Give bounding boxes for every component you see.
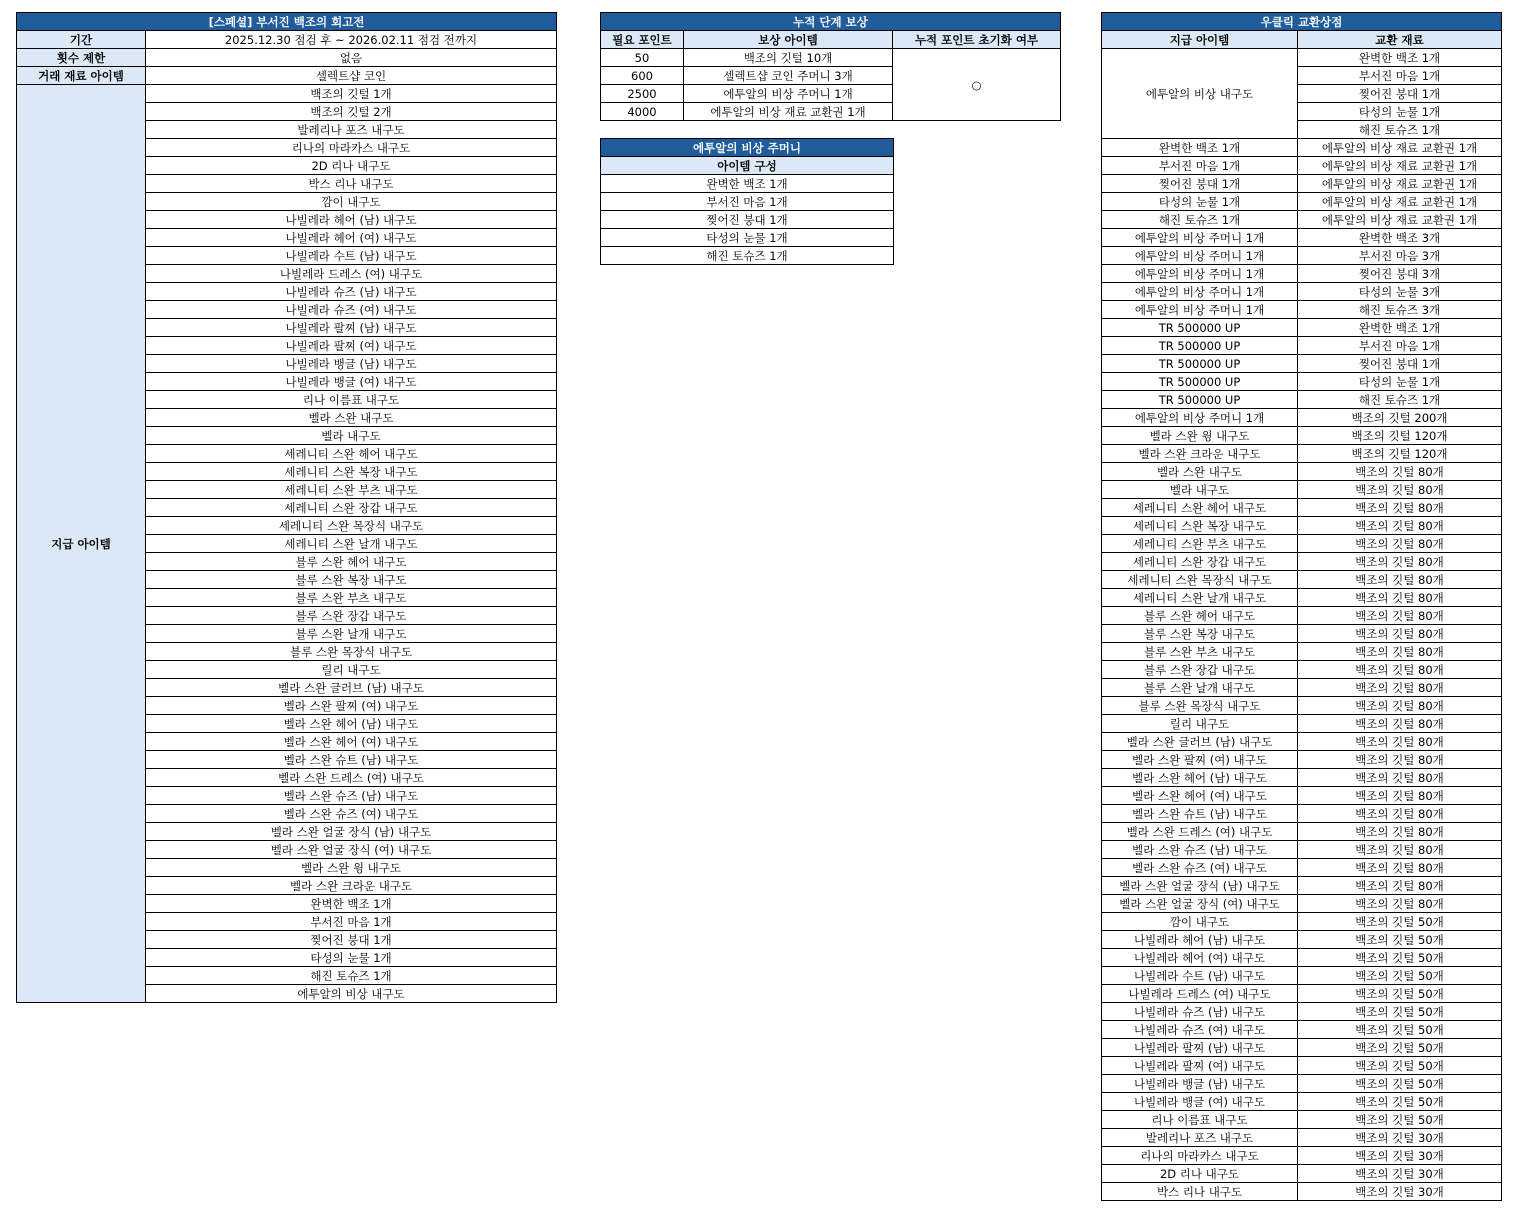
exchange-given-item: 벨라 내구도 (1102, 481, 1298, 499)
exchange-material: 백조의 깃털 200개 (1298, 409, 1502, 427)
table-row (1102, 769, 1502, 787)
given-item: 나빌레라 팔찌 (남) 내구도 (146, 319, 557, 337)
table-row (1102, 1183, 1502, 1201)
table-row (1102, 715, 1502, 733)
table-row (1102, 427, 1502, 445)
given-item: 발레리나 포즈 내구도 (146, 121, 557, 139)
pouch-table (600, 138, 894, 265)
exchange-material: 백조의 깃털 80개 (1298, 697, 1502, 715)
table-row (1102, 697, 1502, 715)
given-item: 나빌레라 뱅글 (남) 내구도 (146, 355, 557, 373)
exchange-given-item: TR 500000 UP (1102, 319, 1298, 337)
given-item: 벨라 내구도 (146, 427, 557, 445)
table-row (1102, 805, 1502, 823)
exchange-material: 백조의 깃털 50개 (1298, 1021, 1502, 1039)
exchange-given-item: 리나의 마라카스 내구도 (1102, 1147, 1298, 1165)
table-row (1102, 661, 1502, 679)
exchange-given-item: 릴리 내구도 (1102, 715, 1298, 733)
given-item: 벨라 스완 드레스 (여) 내구도 (146, 769, 557, 787)
exchange-material: 해진 토슈즈 1개 (1298, 391, 1502, 409)
exchange-given-item: 나빌레라 팔찌 (남) 내구도 (1102, 1039, 1298, 1057)
given-item: 리나 이름표 내구도 (146, 391, 557, 409)
stage-rewards-title: 누적 단계 보상 (601, 13, 1061, 31)
table-row (1102, 517, 1502, 535)
exchange-material: 백조의 깃털 50개 (1298, 1057, 1502, 1075)
table-row (1102, 139, 1502, 157)
required-points: 2500 (601, 85, 684, 103)
table-row (1102, 1111, 1502, 1129)
table-row (1102, 823, 1502, 841)
exchange-given-item: 에투알의 비상 내구도 (1102, 49, 1298, 139)
exchange-material: 백조의 깃털 30개 (1298, 1165, 1502, 1183)
given-item: 나빌레라 슈즈 (남) 내구도 (146, 283, 557, 301)
pouch-item: 부서진 마음 1개 (601, 193, 894, 211)
currency-label: 거래 재료 아이템 (17, 67, 146, 85)
exchange-material: 백조의 깃털 30개 (1298, 1147, 1502, 1165)
exchange-material: 백조의 깃털 80개 (1298, 571, 1502, 589)
exchange-material: 백조의 깃털 50개 (1298, 1003, 1502, 1021)
given-item: 벨라 스완 슈트 (남) 내구도 (146, 751, 557, 769)
table-row (1102, 229, 1502, 247)
exchange-given-item: 벨라 스완 드레스 (여) 내구도 (1102, 823, 1298, 841)
exchange-given-item: 벨라 스완 슈즈 (남) 내구도 (1102, 841, 1298, 859)
exchange-material: 부서진 마음 1개 (1298, 67, 1502, 85)
table-row (1102, 841, 1502, 859)
exchange-given-item: 벨라 스완 헤어 (여) 내구도 (1102, 787, 1298, 805)
exchange-given-item: TR 500000 UP (1102, 355, 1298, 373)
pouch-item: 완벽한 백조 1개 (601, 175, 894, 193)
given-item: 세레니티 스완 복장 내구도 (146, 463, 557, 481)
reward-item: 백조의 깃털 10개 (684, 49, 893, 67)
table-row (1102, 859, 1502, 877)
given-item: 벨라 스완 얼굴 장식 (여) 내구도 (146, 841, 557, 859)
exchange-material: 백조의 깃털 80개 (1298, 823, 1502, 841)
exchange-given-item: 벨라 스완 슈트 (남) 내구도 (1102, 805, 1298, 823)
exchange-material: 백조의 깃털 80개 (1298, 715, 1502, 733)
exchange-material: 백조의 깃털 80개 (1298, 805, 1502, 823)
table-row (1102, 481, 1502, 499)
given-item: 나빌레라 팔찌 (여) 내구도 (146, 337, 557, 355)
table-row (1102, 193, 1502, 211)
header-reset: 누적 포인트 초기화 여부 (893, 31, 1061, 49)
exchange-given-item: 세레니티 스완 목장식 내구도 (1102, 571, 1298, 589)
exchange-given-item: 벨라 스완 글러브 (남) 내구도 (1102, 733, 1298, 751)
exchange-material: 백조의 깃털 80개 (1298, 841, 1502, 859)
exchange-given-item: TR 500000 UP (1102, 337, 1298, 355)
required-points: 50 (601, 49, 684, 67)
table-row (1102, 985, 1502, 1003)
exchange-given-item: 벨라 스완 헤어 (남) 내구도 (1102, 769, 1298, 787)
table-row (1102, 625, 1502, 643)
exchange-material: 부서진 마음 3개 (1298, 247, 1502, 265)
required-points: 600 (601, 67, 684, 85)
table-row (1102, 1075, 1502, 1093)
pouch-item: 해진 토슈즈 1개 (601, 247, 894, 265)
table-row (1102, 337, 1502, 355)
exchange-material: 완벽한 백조 1개 (1298, 49, 1502, 67)
exchange-given-item: 벨라 스완 얼굴 장식 (여) 내구도 (1102, 895, 1298, 913)
exchange-material: 백조의 깃털 50개 (1298, 1039, 1502, 1057)
exchange-material: 백조의 깃털 30개 (1298, 1129, 1502, 1147)
exchange-given-item: 에투알의 비상 주머니 1개 (1102, 283, 1298, 301)
table-row (601, 211, 894, 229)
table-row (601, 175, 894, 193)
given-item: 벨라 스완 슈즈 (여) 내구도 (146, 805, 557, 823)
exchange-given-item: 세레니티 스완 날개 내구도 (1102, 589, 1298, 607)
exchange-material: 완벽한 백조 3개 (1298, 229, 1502, 247)
given-item: 벨라 스완 글러브 (남) 내구도 (146, 679, 557, 697)
exchange-given-item: 벨라 스완 내구도 (1102, 463, 1298, 481)
table-row (1102, 445, 1502, 463)
table-row (1102, 643, 1502, 661)
exchange-given-item: 나빌레라 헤어 (남) 내구도 (1102, 931, 1298, 949)
given-item: 벨라 스완 헤어 (여) 내구도 (146, 733, 557, 751)
period-label: 기간 (17, 31, 146, 49)
table-row (1102, 589, 1502, 607)
given-item: 세레니티 스완 장갑 내구도 (146, 499, 557, 517)
table-row (601, 229, 894, 247)
exchange-material: 타성의 눈물 1개 (1298, 373, 1502, 391)
exchange-material: 백조의 깃털 80개 (1298, 589, 1502, 607)
exchange-material: 백조의 깃털 80개 (1298, 751, 1502, 769)
table-row (1102, 949, 1502, 967)
table-row (1102, 967, 1502, 985)
given-item: 세레니티 스완 목장식 내구도 (146, 517, 557, 535)
table-row (1102, 409, 1502, 427)
header-points: 필요 포인트 (601, 31, 684, 49)
header-reward-item: 보상 아이템 (684, 31, 893, 49)
exchange-material: 백조의 깃털 80개 (1298, 535, 1502, 553)
given-item: 백조의 깃털 2개 (146, 103, 557, 121)
given-item: 벨라 스완 윙 내구도 (146, 859, 557, 877)
exchange-material: 백조의 깃털 80개 (1298, 517, 1502, 535)
exchange-material: 백조의 깃털 120개 (1298, 427, 1502, 445)
exchange-given-item: 에투알의 비상 주머니 1개 (1102, 409, 1298, 427)
given-item: 타성의 눈물 1개 (146, 949, 557, 967)
exchange-given-item: 벨라 스완 크라운 내구도 (1102, 445, 1298, 463)
table-row (1102, 319, 1502, 337)
table-row (1102, 211, 1502, 229)
given-item: 세레니티 스완 날개 내구도 (146, 535, 557, 553)
exchange-given-item: 나빌레라 헤어 (여) 내구도 (1102, 949, 1298, 967)
exchange-given-item: 나빌레라 뱅글 (남) 내구도 (1102, 1075, 1298, 1093)
exchange-given-item: 벨라 스완 얼굴 장식 (남) 내구도 (1102, 877, 1298, 895)
required-points: 4000 (601, 103, 684, 121)
reset-mark: ○ (893, 49, 1061, 121)
exchange-material: 백조의 깃털 80개 (1298, 733, 1502, 751)
table-row (1102, 1021, 1502, 1039)
table-row (1102, 1165, 1502, 1183)
exchange-material: 백조의 깃털 80개 (1298, 463, 1502, 481)
exchange-given-item: 찢어진 붕대 1개 (1102, 175, 1298, 193)
table-row (601, 247, 894, 265)
exchange-material: 백조의 깃털 80개 (1298, 895, 1502, 913)
given-item: 백조의 깃털 1개 (146, 85, 557, 103)
exchange-given-item: 세레니티 스완 부츠 내구도 (1102, 535, 1298, 553)
given-item: 나빌레라 수트 (남) 내구도 (146, 247, 557, 265)
given-item: 찢어진 붕대 1개 (146, 931, 557, 949)
given-item: 벨라 스완 얼굴 장식 (남) 내구도 (146, 823, 557, 841)
exchange-material: 에투알의 비상 재료 교환권 1개 (1298, 193, 1502, 211)
exchange-given-item: 나빌레라 슈즈 (여) 내구도 (1102, 1021, 1298, 1039)
table-row (1102, 301, 1502, 319)
table-row (1102, 877, 1502, 895)
reward-item: 에투알의 비상 재료 교환권 1개 (684, 103, 893, 121)
given-item: 벨라 스완 크라운 내구도 (146, 877, 557, 895)
exchange-given-item: 깜이 내구도 (1102, 913, 1298, 931)
given-item: 벨라 스완 헤어 (남) 내구도 (146, 715, 557, 733)
exchange-material: 에투알의 비상 재료 교환권 1개 (1298, 211, 1502, 229)
given-item: 나빌레라 헤어 (여) 내구도 (146, 229, 557, 247)
given-item: 블루 스완 부츠 내구도 (146, 589, 557, 607)
exchange-given-item: 해진 토슈즈 1개 (1102, 211, 1298, 229)
exchange-material: 해진 토슈즈 3개 (1298, 301, 1502, 319)
table-row (1102, 499, 1502, 517)
exchange-material: 찢어진 붕대 3개 (1298, 265, 1502, 283)
table-row (1102, 1039, 1502, 1057)
exchange-material: 백조의 깃털 80개 (1298, 877, 1502, 895)
exchange-material: 해진 토슈즈 1개 (1298, 121, 1502, 139)
exchange-material: 백조의 깃털 30개 (1298, 1183, 1502, 1201)
pouch-title: 에투알의 비상 주머니 (601, 139, 894, 157)
exchange-material: 백조의 깃털 80개 (1298, 625, 1502, 643)
given-item: 세레니티 스완 헤어 내구도 (146, 445, 557, 463)
given-item: 블루 스완 목장식 내구도 (146, 643, 557, 661)
event-info-table (16, 12, 557, 1003)
exchange-material: 백조의 깃털 80개 (1298, 787, 1502, 805)
period-value: 2025.12.30 점검 후 ~ 2026.02.11 점검 전까지 (146, 31, 557, 49)
exchange-material: 에투알의 비상 재료 교환권 1개 (1298, 139, 1502, 157)
table-row (1102, 265, 1502, 283)
exchange-given-item: 에투알의 비상 주머니 1개 (1102, 265, 1298, 283)
exchange-given-item: 블루 스완 복장 내구도 (1102, 625, 1298, 643)
exchange-material: 에투알의 비상 재료 교환권 1개 (1298, 157, 1502, 175)
exchange-material: 백조의 깃털 80개 (1298, 661, 1502, 679)
given-item: 나빌레라 드레스 (여) 내구도 (146, 265, 557, 283)
event-title: [스페셜] 부서진 백조의 회고전 (17, 13, 557, 31)
pouch-item: 타성의 눈물 1개 (601, 229, 894, 247)
given-item: 세레니티 스완 부츠 내구도 (146, 481, 557, 499)
table-row (1102, 751, 1502, 769)
exchange-material: 백조의 깃털 80개 (1298, 859, 1502, 877)
exchange-given-item: 에투알의 비상 주머니 1개 (1102, 229, 1298, 247)
table-row (1102, 931, 1502, 949)
given-item: 릴리 내구도 (146, 661, 557, 679)
exchange-given-item: 블루 스완 날개 내구도 (1102, 679, 1298, 697)
exchange-given-item: 세레니티 스완 장갑 내구도 (1102, 553, 1298, 571)
given-item: 박스 리나 내구도 (146, 175, 557, 193)
exchange-given-item: 나빌레라 슈즈 (남) 내구도 (1102, 1003, 1298, 1021)
table-row (1102, 1057, 1502, 1075)
exchange-given-item: 리나 이름표 내구도 (1102, 1111, 1298, 1129)
exchange-material: 타성의 눈물 3개 (1298, 283, 1502, 301)
exchange-material: 백조의 깃털 50개 (1298, 949, 1502, 967)
exchange-material: 백조의 깃털 80개 (1298, 769, 1502, 787)
exchange-material: 백조의 깃털 80개 (1298, 553, 1502, 571)
table-row (17, 85, 557, 103)
exchange-material: 백조의 깃털 50개 (1298, 1093, 1502, 1111)
exchange-material: 타성의 눈물 1개 (1298, 103, 1502, 121)
stage-rewards-table (600, 12, 1061, 121)
table-row (1102, 391, 1502, 409)
header-material: 교환 재료 (1298, 31, 1502, 49)
exchange-material: 에투알의 비상 재료 교환권 1개 (1298, 175, 1502, 193)
exchange-given-item: 완벽한 백조 1개 (1102, 139, 1298, 157)
exchange-material: 찢어진 붕대 1개 (1298, 355, 1502, 373)
exchange-given-item: TR 500000 UP (1102, 373, 1298, 391)
exchange-given-item: 블루 스완 헤어 내구도 (1102, 607, 1298, 625)
exchange-given-item: 부서진 마음 1개 (1102, 157, 1298, 175)
table-row (601, 49, 1061, 67)
exchange-given-item: 나빌레라 드레스 (여) 내구도 (1102, 985, 1298, 1003)
given-item: 블루 스완 헤어 내구도 (146, 553, 557, 571)
currency-value: 셀렉트샵 코인 (146, 67, 557, 85)
given-item: 리나의 마라카스 내구도 (146, 139, 557, 157)
exchange-material: 백조의 깃털 50개 (1298, 931, 1502, 949)
exchange-material: 백조의 깃털 50개 (1298, 913, 1502, 931)
table-row (1102, 157, 1502, 175)
table-row (1102, 247, 1502, 265)
exchange-given-item: 에투알의 비상 주머니 1개 (1102, 247, 1298, 265)
pouch-header: 아이템 구성 (601, 157, 894, 175)
table-row (1102, 679, 1502, 697)
exchange-material: 백조의 깃털 50개 (1298, 1075, 1502, 1093)
exchange-material: 백조의 깃털 50개 (1298, 967, 1502, 985)
table-row (1102, 1003, 1502, 1021)
pouch-item: 찢어진 붕대 1개 (601, 211, 894, 229)
table-row (1102, 571, 1502, 589)
exchange-material: 백조의 깃털 80개 (1298, 643, 1502, 661)
given-item: 벨라 스완 슈즈 (남) 내구도 (146, 787, 557, 805)
table-row (1102, 355, 1502, 373)
given-item: 깜이 내구도 (146, 193, 557, 211)
given-item: 블루 스완 날개 내구도 (146, 625, 557, 643)
given-item: 부서진 마음 1개 (146, 913, 557, 931)
given-item: 에투알의 비상 내구도 (146, 985, 557, 1003)
given-item: 벨라 스완 내구도 (146, 409, 557, 427)
exchange-given-item: 벨라 스완 윙 내구도 (1102, 427, 1298, 445)
exchange-material: 찢어진 붕대 1개 (1298, 85, 1502, 103)
exchange-material: 백조의 깃털 80개 (1298, 481, 1502, 499)
given-item: 블루 스완 복장 내구도 (146, 571, 557, 589)
given-item: 블루 스완 장갑 내구도 (146, 607, 557, 625)
reward-item: 셀렉트샵 코인 주머니 3개 (684, 67, 893, 85)
table-row (601, 193, 894, 211)
exchange-given-item: 박스 리나 내구도 (1102, 1183, 1298, 1201)
exchange-given-item: 블루 스완 부츠 내구도 (1102, 643, 1298, 661)
table-row (1102, 607, 1502, 625)
exchange-material: 백조의 깃털 80개 (1298, 499, 1502, 517)
table-row (1102, 895, 1502, 913)
exchange-given-item: 블루 스완 장갑 내구도 (1102, 661, 1298, 679)
exchange-material: 백조의 깃털 50개 (1298, 1111, 1502, 1129)
exchange-given-item: 나빌레라 수트 (남) 내구도 (1102, 967, 1298, 985)
table-row (1102, 535, 1502, 553)
exchange-given-item: 2D 리나 내구도 (1102, 1165, 1298, 1183)
exchange-given-item: 세레니티 스완 헤어 내구도 (1102, 499, 1298, 517)
header-given-item: 지급 아이템 (1102, 31, 1298, 49)
given-item: 나빌레라 헤어 (남) 내구도 (146, 211, 557, 229)
exchange-given-item: 세레니티 스완 복장 내구도 (1102, 517, 1298, 535)
table-row (1102, 373, 1502, 391)
table-row (1102, 913, 1502, 931)
exchange-given-item: 발레리나 포즈 내구도 (1102, 1129, 1298, 1147)
table-row (1102, 1129, 1502, 1147)
exchange-given-item: 나빌레라 팔찌 (여) 내구도 (1102, 1057, 1298, 1075)
given-item: 벨라 스완 팔찌 (여) 내구도 (146, 697, 557, 715)
exchange-shop-table (1101, 12, 1502, 1201)
limit-value: 없음 (146, 49, 557, 67)
table-row (1102, 787, 1502, 805)
exchange-material: 백조의 깃털 50개 (1298, 985, 1502, 1003)
table-row (1102, 733, 1502, 751)
table-row (1102, 175, 1502, 193)
exchange-given-item: TR 500000 UP (1102, 391, 1298, 409)
table-row (1102, 49, 1502, 67)
exchange-material: 백조의 깃털 80개 (1298, 607, 1502, 625)
exchange-given-item: 타성의 눈물 1개 (1102, 193, 1298, 211)
exchange-given-item: 벨라 스완 슈즈 (여) 내구도 (1102, 859, 1298, 877)
given-item: 완벽한 백조 1개 (146, 895, 557, 913)
given-item: 해진 토슈즈 1개 (146, 967, 557, 985)
table-row (1102, 1093, 1502, 1111)
given-item: 나빌레라 슈즈 (여) 내구도 (146, 301, 557, 319)
reward-item: 에투알의 비상 주머니 1개 (684, 85, 893, 103)
exchange-given-item: 나빌레라 뱅글 (여) 내구도 (1102, 1093, 1298, 1111)
exchange-given-item: 블루 스완 목장식 내구도 (1102, 697, 1298, 715)
given-item: 나빌레라 뱅글 (여) 내구도 (146, 373, 557, 391)
table-row (1102, 1147, 1502, 1165)
limit-label: 횟수 제한 (17, 49, 146, 67)
exchange-given-item: 벨라 스완 팔찌 (여) 내구도 (1102, 751, 1298, 769)
exchange-material: 완벽한 백조 1개 (1298, 319, 1502, 337)
exchange-material: 백조의 깃털 80개 (1298, 679, 1502, 697)
exchange-given-item: 에투알의 비상 주머니 1개 (1102, 301, 1298, 319)
table-row (1102, 283, 1502, 301)
exchange-title: 우클릭 교환상점 (1102, 13, 1502, 31)
table-row (1102, 553, 1502, 571)
items-label: 지급 아이템 (17, 85, 146, 1003)
table-row (1102, 463, 1502, 481)
exchange-material: 부서진 마음 1개 (1298, 337, 1502, 355)
exchange-material: 백조의 깃털 120개 (1298, 445, 1502, 463)
given-item: 2D 리나 내구도 (146, 157, 557, 175)
